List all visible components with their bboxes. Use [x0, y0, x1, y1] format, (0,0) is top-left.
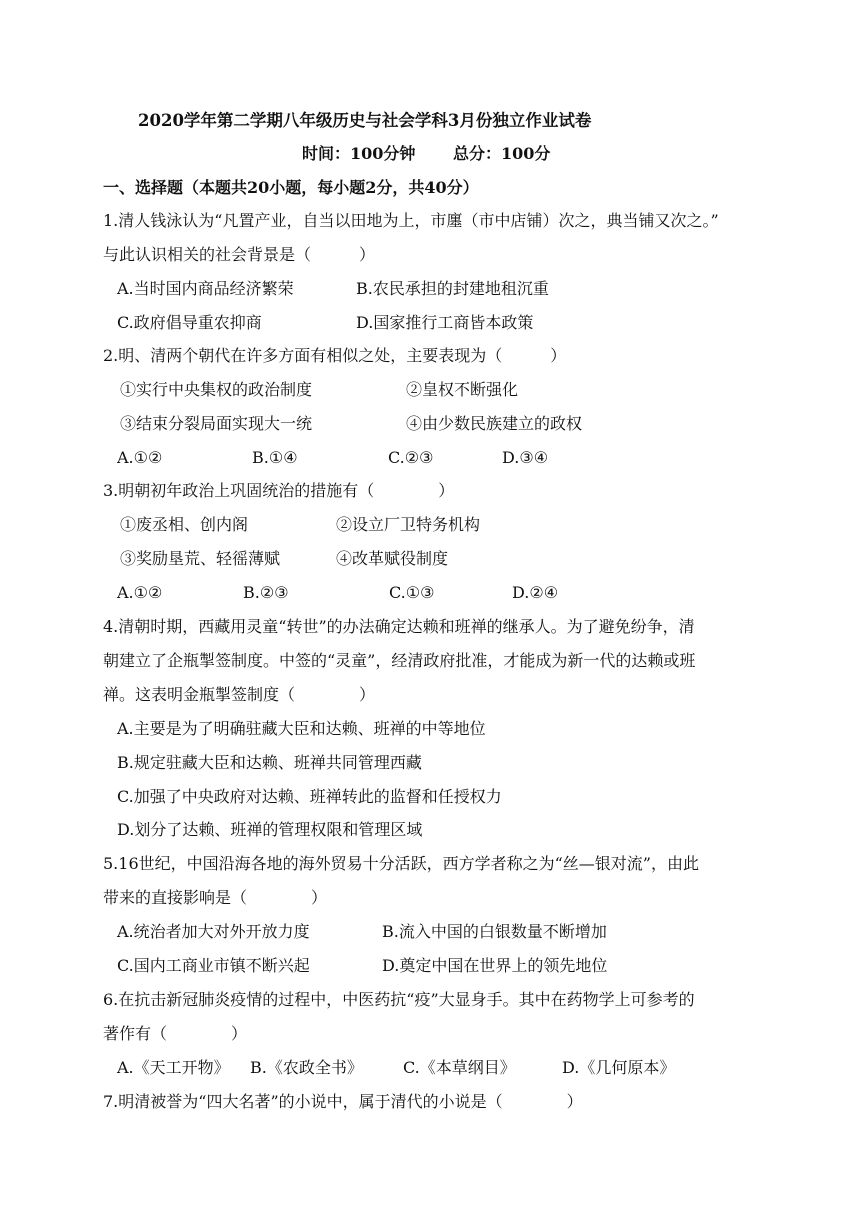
- question-3-option-b: B.②③: [243, 583, 289, 602]
- question-1-option-a: A.当时国内商品经济繁荣: [117, 279, 294, 298]
- question-2-option-a: A.①②: [117, 448, 163, 467]
- question-5-option-b: B.流入中国的白银数量不断增加: [382, 922, 607, 941]
- question-3-stem: 3.明朝初年政治上巩固统治的措施有（ ）: [103, 481, 455, 500]
- question-2-statement-3: ③结束分裂局面实现大一统: [120, 414, 313, 433]
- question-4-stem-line1: 4.清朝时期，西藏用灵童“转世”的办法确定达赖和班禅的继承人。为了避免纷争，清: [103, 617, 695, 636]
- question-4-stem-line2: 朝建立了企瓶掣签制度。中签的“灵童”，经清政府批准，才能成为新一代的达赖或班: [103, 651, 696, 670]
- question-6-stem-line2: 著作有（ ）: [103, 1024, 248, 1043]
- question-2-statement-4: ④由少数民族建立的政权: [406, 414, 583, 433]
- question-2-option-d: D.③④: [502, 448, 549, 467]
- question-5-stem-line2: 带来的直接影响是（ ）: [103, 888, 328, 907]
- section-heading: 一、选择题（本题共20小题，每小题2分，共40分）: [103, 178, 479, 197]
- question-2-option-c: C.②③: [388, 448, 434, 467]
- question-3-option-c: C.①③: [389, 583, 435, 602]
- exam-meta: 时间：100分钟 总分：100分: [302, 144, 551, 163]
- question-3-statement-4: ④改革赋役制度: [336, 549, 449, 568]
- question-4-option-b: B.规定驻藏大臣和达赖、班禅共同管理西藏: [117, 753, 422, 772]
- question-3-option-d: D.②④: [512, 583, 559, 602]
- question-1-stem-line2: 与此认识相关的社会背景是（ ）: [103, 245, 376, 264]
- question-7-stem: 7.明清被誉为“四大名著”的小说中，属于清代的小说是（ ）: [103, 1092, 583, 1111]
- question-5-option-d: D.奠定中国在世界上的领先地位: [382, 956, 608, 975]
- question-4-stem-line3: 禅。这表明金瓶掣签制度（ ）: [103, 685, 376, 704]
- question-3-statement-3: ③奖励垦荒、轻徭薄赋: [120, 549, 281, 568]
- question-1-option-d: D.国家推行工商皆本政策: [356, 313, 534, 332]
- question-2-stem: 2.明、清两个朝代在许多方面有相似之处，主要表现为（ ）: [103, 346, 567, 365]
- question-5-option-a: A.统治者加大对外开放力度: [117, 922, 310, 941]
- question-2-statement-2: ②皇权不断强化: [406, 380, 519, 399]
- question-3-statement-1: ①废丞相、创内阁: [120, 515, 249, 534]
- question-5-stem-line1: 5.16世纪，中国沿海各地的海外贸易十分活跃，西方学者称之为“丝—银对流”，由此: [103, 854, 699, 873]
- question-6-stem-line1: 6.在抗击新冠肺炎疫情的过程中，中医药抗“疫”大显身手。其中在药物学上可参考的: [103, 990, 695, 1009]
- question-1-option-c: C.政府倡导重农抑商: [117, 313, 262, 332]
- question-4-option-d: D.划分了达赖、班禅的管理权限和管理区域: [117, 820, 423, 839]
- question-2-option-b: B.①④: [252, 448, 298, 467]
- question-6-option-b: B.《农政全书》: [250, 1058, 363, 1077]
- question-1-option-b: B.农民承担的封建地租沉重: [356, 279, 549, 298]
- exam-title: 2020学年第二学期八年级历史与社会学科3月份独立作业试卷: [138, 111, 592, 130]
- question-4-option-c: C.加强了中央政府对达赖、班禅转此的监督和任授权力: [117, 787, 502, 806]
- question-6-option-d: D.《几何原本》: [562, 1058, 676, 1077]
- question-6-option-c: C.《本草纲目》: [403, 1058, 516, 1077]
- question-6-option-a: A.《天工开物》: [117, 1058, 230, 1077]
- question-5-option-c: C.国内工商业市镇不断兴起: [117, 956, 310, 975]
- question-3-statement-2: ②设立厂卫特务机构: [336, 515, 481, 534]
- question-4-option-a: A.主要是为了明确驻藏大臣和达赖、班禅的中等地位: [117, 719, 486, 738]
- question-2-statement-1: ①实行中央集权的政治制度: [120, 380, 313, 399]
- question-3-option-a: A.①②: [117, 583, 163, 602]
- question-1-stem-line1: 1.清人钱泳认为“凡置产业，自当以田地为上，市廛（市中店铺）次之，典当铺又次之。”: [103, 211, 719, 230]
